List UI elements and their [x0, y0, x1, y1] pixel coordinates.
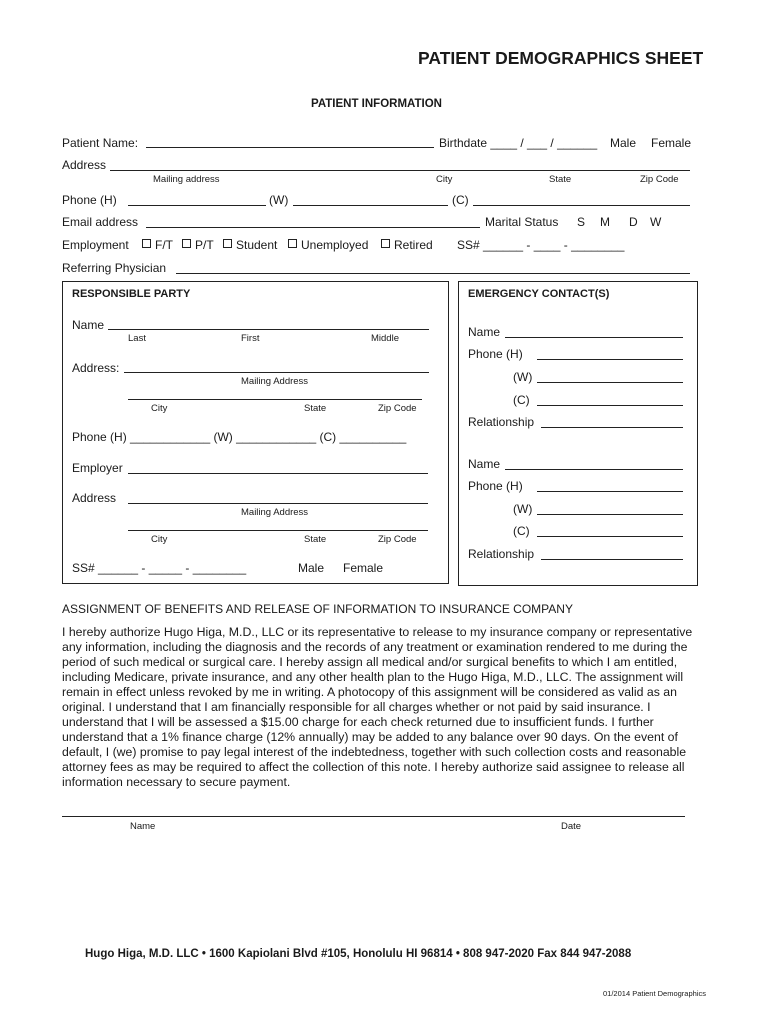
ec1-phone-c-label: (C)	[513, 393, 530, 407]
rp-city-caption: City	[151, 403, 168, 414]
city-caption: City	[436, 174, 453, 185]
referring-physician-label: Referring Physician	[62, 261, 167, 275]
rp-employer-field[interactable]	[128, 473, 428, 474]
rp-mailing-caption: Mailing Address	[241, 376, 309, 387]
email-field[interactable]	[146, 227, 480, 228]
paragraph-line: period of such medical or surgical care. I hereby assign all medical and/or surgical benefits to which I am entitled,	[62, 655, 678, 669]
rp-employer-city-field[interactable]	[128, 530, 428, 531]
employment-student-option[interactable]: Student	[221, 238, 277, 252]
ec1-phone-h-field[interactable]	[537, 359, 683, 360]
employment-retired-option[interactable]: Retired	[379, 238, 433, 252]
phone-w-field[interactable]	[293, 205, 448, 206]
rp-mailing2-caption: Mailing Address	[241, 507, 309, 518]
patient-name-field[interactable]	[146, 147, 434, 148]
address-label: Address	[62, 158, 107, 172]
rp-employer-address-field[interactable]	[128, 503, 428, 504]
ec2-phone-h-field[interactable]	[537, 491, 683, 492]
phone-c-label: (C)	[452, 193, 469, 207]
rp-zip2-caption: Zip Code	[378, 534, 417, 545]
rp-phone-field[interactable]: Phone (H) ____________ (W) ____________ (C) __________	[72, 430, 407, 444]
page-title: PATIENT DEMOGRAPHICS SHEET	[418, 48, 704, 68]
patient-ss-field[interactable]: SS# ______ - ____ - ________	[457, 238, 625, 252]
paragraph-line: any information, including the diagnosis and the records of any treatment or examination rendered to me during the	[62, 640, 688, 654]
phone-w-label: (W)	[269, 193, 289, 207]
ec2-phone-h-label: Phone (H)	[468, 479, 523, 493]
assignment-paragraph	[62, 625, 712, 790]
rp-ss-field[interactable]: SS# ______ - _____ - ________	[72, 561, 247, 575]
paragraph-line: including Medicare, private insurance, and any other health plan to the Hugo Higa, M.D., LLC. The assignment will	[62, 670, 684, 684]
employment-label: Employment	[62, 238, 129, 252]
emergency-contacts-heading: EMERGENCY CONTACT(S)	[468, 288, 610, 300]
marital-s-option[interactable]: S	[577, 215, 586, 229]
checkbox-icon[interactable]	[288, 239, 297, 248]
rp-name-field[interactable]	[108, 329, 429, 330]
female-option[interactable]: Female	[651, 136, 692, 150]
responsible-party-heading: RESPONSIBLE PARTY	[72, 288, 191, 300]
referring-physician-field[interactable]	[176, 273, 690, 274]
rp-last-caption: Last	[128, 333, 146, 344]
section-title: PATIENT INFORMATION	[311, 98, 442, 110]
phone-c-field[interactable]	[473, 205, 690, 206]
ec2-phone-c-label: (C)	[513, 524, 530, 538]
employment-ft-option[interactable]: F/T	[140, 238, 173, 252]
paragraph-line: remain in effect unless revoked by me in writing. A photocopy of this assignment will be considered as valid as an	[62, 685, 677, 699]
employment-unemployed-option[interactable]: Unemployed	[286, 238, 368, 252]
rp-male-option[interactable]: Male	[298, 561, 325, 575]
rp-name-label: Name	[72, 318, 105, 332]
rp-city-field[interactable]	[128, 399, 422, 400]
marital-status-label: Marital Status	[485, 215, 559, 229]
checkbox-icon[interactable]	[182, 239, 191, 248]
male-option[interactable]: Male	[610, 136, 637, 150]
address-field[interactable]	[110, 170, 690, 171]
marital-d-option[interactable]: D	[629, 215, 638, 229]
marital-w-option[interactable]: W	[650, 215, 662, 229]
rp-address-field[interactable]	[124, 372, 429, 373]
ec1-phone-c-field[interactable]	[537, 405, 683, 406]
paragraph-line: attorney fees as may be required to affect the collection of this note. I hereby authorize said assignee to release all	[62, 760, 685, 774]
assignment-heading: ASSIGNMENT OF BENEFITS AND RELEASE OF INFORMATION TO INSURANCE COMPANY	[62, 602, 573, 616]
birthdate-field[interactable]: Birthdate ____ / ___ / ______	[439, 136, 598, 150]
paragraph-line: understand that I will be assessed a $15.00 charge for each check returned due to insufficient funds. I further	[62, 715, 654, 729]
ec2-name-label: Name	[468, 457, 501, 471]
rp-zip-caption: Zip Code	[378, 403, 417, 414]
rp-middle-caption: Middle	[371, 333, 399, 344]
checkbox-icon[interactable]	[142, 239, 151, 248]
rp-female-option[interactable]: Female	[343, 561, 384, 575]
state-caption: State	[549, 174, 572, 185]
ec1-relationship-label: Relationship	[468, 415, 535, 429]
rp-employer-address-label: Address	[72, 491, 117, 505]
rp-city2-caption: City	[151, 534, 168, 545]
patient-name-label: Patient Name:	[62, 136, 139, 150]
ec1-relationship-field[interactable]	[541, 427, 683, 428]
phone-h-field[interactable]	[128, 205, 266, 206]
ec2-phone-w-field[interactable]	[537, 514, 683, 515]
ec2-name-field[interactable]	[505, 469, 683, 470]
ec2-phone-w-label: (W)	[513, 502, 533, 516]
ec1-phone-w-field[interactable]	[537, 382, 683, 383]
zip-caption: Zip Code	[640, 174, 679, 185]
marital-m-option[interactable]: M	[600, 215, 610, 229]
paragraph-line: information necessary to secure payment.	[62, 775, 291, 789]
signature-date-caption: Date	[561, 821, 582, 832]
ec2-relationship-label: Relationship	[468, 547, 535, 561]
ec1-phone-w-label: (W)	[513, 370, 533, 384]
checkbox-icon[interactable]	[223, 239, 232, 248]
paragraph-line: I hereby authorize Hugo Higa, M.D., LLC or its representative to release to my insurance company or representative	[62, 625, 693, 639]
ec1-phone-h-label: Phone (H)	[468, 347, 523, 361]
ec2-relationship-field[interactable]	[541, 559, 683, 560]
paragraph-line: original. I understand that I am financially responsible for all charges whether or not paid by said insurance. I	[62, 700, 651, 714]
checkbox-icon[interactable]	[381, 239, 390, 248]
employment-pt-option[interactable]: P/T	[180, 238, 214, 252]
signature-line[interactable]	[62, 816, 685, 817]
form-id: 01/2014 Patient Demographics	[603, 989, 706, 998]
ec1-name-field[interactable]	[505, 337, 683, 338]
ec2-phone-c-field[interactable]	[537, 536, 683, 537]
rp-employer-label: Employer	[72, 461, 123, 475]
paragraph-line: understand that a 1% finance charge (12% annually) may be added to any balance over 90 days. On the event of	[62, 730, 678, 744]
rp-state-caption: State	[304, 403, 327, 414]
rp-state2-caption: State	[304, 534, 327, 545]
paragraph-line: default, I (we) promise to pay legal interest of the indebtedness, together with such collection costs and reasonable	[62, 745, 687, 759]
phone-h-label: Phone (H)	[62, 193, 117, 207]
email-label: Email address	[62, 215, 139, 229]
mailing-address-caption: Mailing address	[153, 174, 220, 185]
rp-first-caption: First	[241, 333, 260, 344]
ec1-name-label: Name	[468, 325, 501, 339]
rp-address-label: Address:	[72, 361, 120, 375]
signature-name-caption: Name	[130, 821, 156, 832]
footer-contact: Hugo Higa, M.D. LLC • 1600 Kapiolani Blvd #105, Honolulu HI 96814 • 808 947-2020 Fax 844 947-2088	[85, 948, 632, 960]
